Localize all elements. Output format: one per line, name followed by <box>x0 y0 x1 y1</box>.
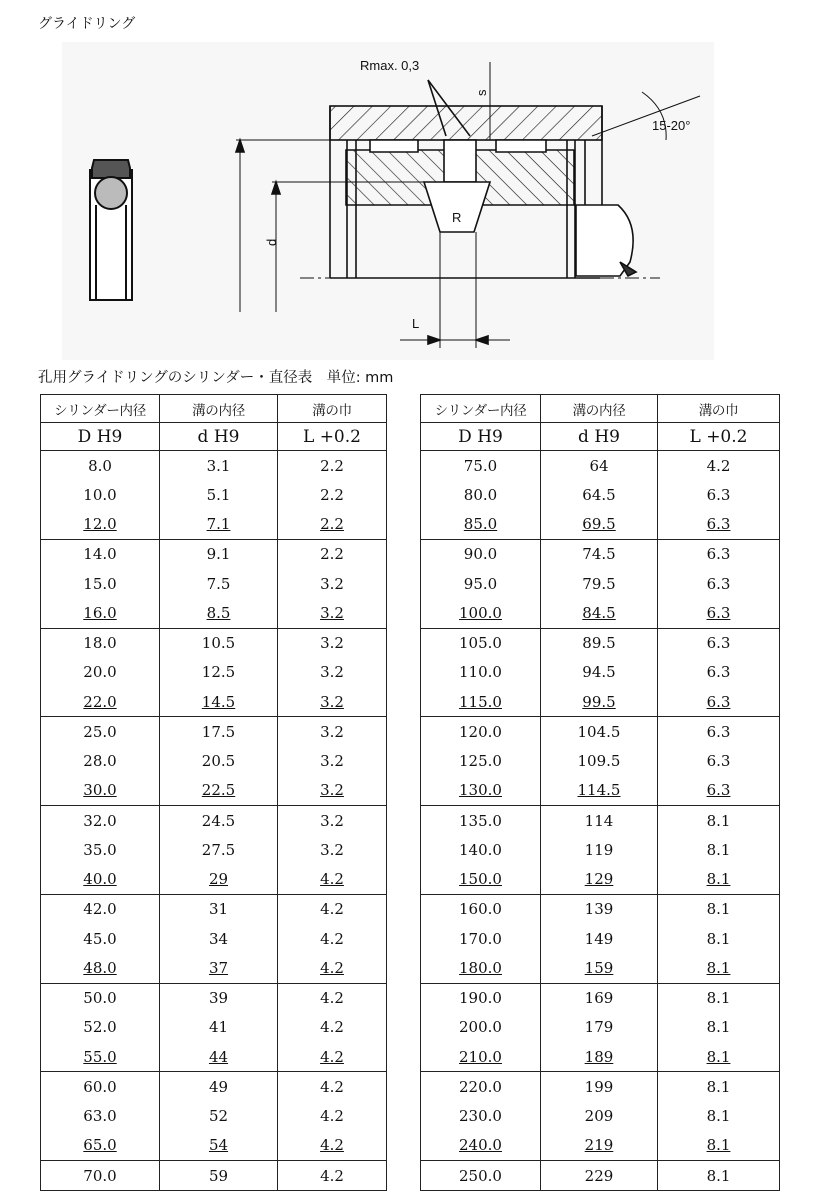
cell-groove-diameter: 7.1 <box>160 510 278 540</box>
unit-cylinder-bore: D H9 <box>421 423 541 451</box>
cell-groove-diameter: 10.5 <box>160 628 278 658</box>
cell-groove-width: 6.3 <box>658 658 780 687</box>
cell-groove-width: 2.2 <box>278 480 387 509</box>
cell-groove-width: 3.2 <box>278 747 387 776</box>
cell-cylinder-bore: 130.0 <box>421 776 541 806</box>
cell-groove-width: 8.1 <box>658 953 780 983</box>
cell-groove-width: 3.2 <box>278 598 387 628</box>
cell-groove-width: 6.3 <box>658 747 780 776</box>
cell-groove-diameter: 3.1 <box>160 451 278 481</box>
cell-groove-diameter: 49 <box>160 1072 278 1102</box>
cell-groove-diameter: 24.5 <box>160 806 278 836</box>
cell-cylinder-bore: 32.0 <box>41 806 160 836</box>
cell-groove-diameter: 22.5 <box>160 776 278 806</box>
cell-cylinder-bore: 42.0 <box>41 894 160 924</box>
cell-cylinder-bore: 230.0 <box>421 1102 541 1131</box>
cell-cylinder-bore: 8.0 <box>41 451 160 481</box>
cell-cylinder-bore: 18.0 <box>41 628 160 658</box>
table-row <box>41 1042 387 1072</box>
cell-cylinder-bore: 95.0 <box>421 569 541 598</box>
cell-groove-diameter: 139 <box>541 894 658 924</box>
cell-groove-diameter: 54 <box>160 1131 278 1161</box>
cell-cylinder-bore: 30.0 <box>41 776 160 806</box>
cell-groove-diameter: 114.5 <box>541 776 658 806</box>
cell-groove-diameter: 5.1 <box>160 480 278 509</box>
r-label: R <box>452 210 462 225</box>
cell-cylinder-bore: 220.0 <box>421 1072 541 1102</box>
table-row <box>41 1013 387 1042</box>
unit-groove-width: L +0.2 <box>278 423 387 451</box>
cell-cylinder-bore: 105.0 <box>421 628 541 658</box>
cell-groove-width: 3.2 <box>278 717 387 747</box>
dimension-table-left <box>40 394 387 1191</box>
angle-label: 15-20° <box>652 118 691 133</box>
cell-cylinder-bore: 120.0 <box>421 717 541 747</box>
cell-groove-diameter: 69.5 <box>541 510 658 540</box>
cell-groove-width: 6.3 <box>658 569 780 598</box>
table-caption: 孔用グライドリングのシリンダー・直径表 単位: mm <box>38 370 394 386</box>
table-row <box>421 1161 780 1191</box>
rmax-label: Rmax. 0,3 <box>360 58 420 73</box>
cell-groove-width: 6.3 <box>658 598 780 628</box>
cell-groove-width: 8.1 <box>658 924 780 953</box>
table-row <box>421 569 780 598</box>
table-row <box>421 628 780 658</box>
table-row <box>421 835 780 864</box>
cell-groove-width: 4.2 <box>278 1102 387 1131</box>
table-row <box>421 865 780 895</box>
unit-groove-diameter: d H9 <box>160 423 278 451</box>
cell-groove-width: 8.1 <box>658 1042 780 1072</box>
cell-cylinder-bore: 125.0 <box>421 747 541 776</box>
cell-cylinder-bore: 28.0 <box>41 747 160 776</box>
table-row <box>41 1072 387 1102</box>
cell-groove-width: 8.1 <box>658 865 780 895</box>
table-row <box>41 717 387 747</box>
cell-groove-width: 8.1 <box>658 1072 780 1102</box>
cell-cylinder-bore: 20.0 <box>41 658 160 687</box>
cell-groove-diameter: 199 <box>541 1072 658 1102</box>
cell-groove-width: 6.3 <box>658 628 780 658</box>
cell-groove-width: 6.3 <box>658 687 780 717</box>
cell-groove-diameter: 20.5 <box>160 747 278 776</box>
table-row <box>41 539 387 569</box>
cell-groove-diameter: 8.5 <box>160 598 278 628</box>
cell-groove-width: 3.2 <box>278 776 387 806</box>
table-row <box>41 924 387 953</box>
cell-groove-diameter: 59 <box>160 1161 278 1191</box>
cell-groove-diameter: 64 <box>541 451 658 481</box>
cell-groove-width: 8.1 <box>658 1161 780 1191</box>
cell-groove-diameter: 37 <box>160 953 278 983</box>
table-row <box>421 510 780 540</box>
header-cylinder-bore: シリンダー内径 <box>41 395 160 423</box>
cell-groove-diameter: 189 <box>541 1042 658 1072</box>
cell-cylinder-bore: 85.0 <box>421 510 541 540</box>
cell-cylinder-bore: 40.0 <box>41 865 160 895</box>
cell-groove-diameter: 41 <box>160 1013 278 1042</box>
cell-cylinder-bore: 250.0 <box>421 1161 541 1191</box>
cell-groove-width: 4.2 <box>278 1013 387 1042</box>
table-row <box>41 480 387 509</box>
table-row <box>41 658 387 687</box>
table-row <box>41 894 387 924</box>
unit-cylinder-bore: D H9 <box>41 423 160 451</box>
cell-groove-width: 4.2 <box>278 894 387 924</box>
table-row <box>421 1042 780 1072</box>
cell-groove-diameter: 104.5 <box>541 717 658 747</box>
table-row <box>421 894 780 924</box>
cell-groove-diameter: 109.5 <box>541 747 658 776</box>
table-row <box>421 806 780 836</box>
table-row <box>421 953 780 983</box>
header-groove-diameter: 溝の内径 <box>541 395 658 423</box>
cell-groove-width: 8.1 <box>658 894 780 924</box>
cell-cylinder-bore: 110.0 <box>421 658 541 687</box>
ring-section-view <box>90 160 132 300</box>
cell-groove-width: 3.2 <box>278 628 387 658</box>
dimension-table-right <box>420 394 780 1191</box>
cell-groove-width: 6.3 <box>658 776 780 806</box>
cell-groove-width: 6.3 <box>658 480 780 509</box>
cell-groove-width: 4.2 <box>278 1131 387 1161</box>
cell-cylinder-bore: 15.0 <box>41 569 160 598</box>
cell-groove-diameter: 229 <box>541 1161 658 1191</box>
cell-cylinder-bore: 75.0 <box>421 451 541 481</box>
cell-cylinder-bore: 140.0 <box>421 835 541 864</box>
cell-cylinder-bore: 160.0 <box>421 894 541 924</box>
cell-groove-width: 3.2 <box>278 658 387 687</box>
technical-drawing <box>0 0 840 362</box>
cell-groove-width: 8.1 <box>658 983 780 1013</box>
table-row <box>41 835 387 864</box>
cell-cylinder-bore: 70.0 <box>41 1161 160 1191</box>
table-row <box>41 1102 387 1131</box>
cell-groove-diameter: 27.5 <box>160 835 278 864</box>
cell-cylinder-bore: 115.0 <box>421 687 541 717</box>
cell-groove-width: 2.2 <box>278 510 387 540</box>
table-row <box>421 1131 780 1161</box>
cell-cylinder-bore: 200.0 <box>421 1013 541 1042</box>
cell-groove-diameter: 74.5 <box>541 539 658 569</box>
cell-groove-diameter: 179 <box>541 1013 658 1042</box>
cell-cylinder-bore: 100.0 <box>421 598 541 628</box>
table-row <box>421 747 780 776</box>
table-row <box>41 776 387 806</box>
cell-groove-width: 3.2 <box>278 806 387 836</box>
cell-groove-width: 3.2 <box>278 835 387 864</box>
cell-cylinder-bore: 180.0 <box>421 953 541 983</box>
cell-cylinder-bore: 60.0 <box>41 1072 160 1102</box>
cell-cylinder-bore: 50.0 <box>41 983 160 1013</box>
cell-cylinder-bore: 80.0 <box>421 480 541 509</box>
cell-groove-diameter: 149 <box>541 924 658 953</box>
cell-groove-diameter: 99.5 <box>541 687 658 717</box>
cell-groove-width: 6.3 <box>658 717 780 747</box>
table-row <box>421 480 780 509</box>
header-groove-width: 溝の巾 <box>278 395 387 423</box>
unit-groove-width: L +0.2 <box>658 423 780 451</box>
table-row <box>41 1161 387 1191</box>
cell-groove-diameter: 209 <box>541 1102 658 1131</box>
cell-groove-width: 4.2 <box>278 983 387 1013</box>
table-row <box>41 865 387 895</box>
table-row <box>421 658 780 687</box>
cell-groove-width: 6.3 <box>658 539 780 569</box>
cell-groove-diameter: 114 <box>541 806 658 836</box>
cell-cylinder-bore: 48.0 <box>41 953 160 983</box>
table-row <box>421 539 780 569</box>
cell-groove-diameter: 64.5 <box>541 480 658 509</box>
table-row <box>421 983 780 1013</box>
table-row <box>421 1072 780 1102</box>
cell-groove-width: 8.1 <box>658 806 780 836</box>
table-row <box>421 717 780 747</box>
cell-groove-width: 3.2 <box>278 569 387 598</box>
cell-cylinder-bore: 25.0 <box>41 717 160 747</box>
table-row <box>421 687 780 717</box>
cell-groove-width: 8.1 <box>658 835 780 864</box>
cell-cylinder-bore: 10.0 <box>41 480 160 509</box>
table-row <box>41 510 387 540</box>
table-row <box>41 687 387 717</box>
page-title: グライドリング <box>38 16 136 32</box>
cell-cylinder-bore: 90.0 <box>421 539 541 569</box>
table-row <box>41 953 387 983</box>
cell-cylinder-bore: 63.0 <box>41 1102 160 1131</box>
cell-groove-width: 4.2 <box>278 1161 387 1191</box>
cell-groove-diameter: 14.5 <box>160 687 278 717</box>
table-row <box>421 451 780 481</box>
cell-groove-width: 4.2 <box>278 953 387 983</box>
table-row <box>41 983 387 1013</box>
cell-groove-width: 3.2 <box>278 687 387 717</box>
cell-groove-width: 6.3 <box>658 510 780 540</box>
cell-groove-width: 2.2 <box>278 539 387 569</box>
cell-groove-diameter: 52 <box>160 1102 278 1131</box>
cell-groove-width: 4.2 <box>278 1042 387 1072</box>
cell-cylinder-bore: 52.0 <box>41 1013 160 1042</box>
cell-cylinder-bore: 35.0 <box>41 835 160 864</box>
table-row <box>41 569 387 598</box>
cell-groove-width: 4.2 <box>278 1072 387 1102</box>
cell-groove-width: 8.1 <box>658 1013 780 1042</box>
cell-cylinder-bore: 170.0 <box>421 924 541 953</box>
cell-groove-width: 4.2 <box>658 451 780 481</box>
table-row <box>421 1013 780 1042</box>
cell-groove-width: 2.2 <box>278 451 387 481</box>
cell-cylinder-bore: 210.0 <box>421 1042 541 1072</box>
table-row <box>421 924 780 953</box>
table-row <box>41 806 387 836</box>
cell-cylinder-bore: 135.0 <box>421 806 541 836</box>
cell-groove-diameter: 7.5 <box>160 569 278 598</box>
cell-cylinder-bore: 240.0 <box>421 1131 541 1161</box>
cell-groove-diameter: 84.5 <box>541 598 658 628</box>
table-row <box>421 776 780 806</box>
cell-cylinder-bore: 12.0 <box>41 510 160 540</box>
cell-groove-diameter: 219 <box>541 1131 658 1161</box>
table-row <box>41 747 387 776</box>
cell-groove-diameter: 119 <box>541 835 658 864</box>
cell-groove-diameter: 39 <box>160 983 278 1013</box>
header-groove-diameter: 溝の内径 <box>160 395 278 423</box>
cell-groove-diameter: 169 <box>541 983 658 1013</box>
cell-groove-diameter: 9.1 <box>160 539 278 569</box>
cell-groove-width: 8.1 <box>658 1102 780 1131</box>
d-label: d <box>264 238 279 246</box>
cell-groove-width: 4.2 <box>278 924 387 953</box>
table-row <box>421 1102 780 1131</box>
cell-groove-diameter: 129 <box>541 865 658 895</box>
cell-groove-diameter: 89.5 <box>541 628 658 658</box>
cell-groove-diameter: 31 <box>160 894 278 924</box>
header-groove-width: 溝の巾 <box>658 395 780 423</box>
cell-cylinder-bore: 190.0 <box>421 983 541 1013</box>
table-row <box>41 628 387 658</box>
cell-cylinder-bore: 65.0 <box>41 1131 160 1161</box>
table-row <box>41 1131 387 1161</box>
cell-groove-diameter: 29 <box>160 865 278 895</box>
table-row <box>41 451 387 481</box>
cell-cylinder-bore: 14.0 <box>41 539 160 569</box>
cell-groove-diameter: 44 <box>160 1042 278 1072</box>
table-row <box>421 598 780 628</box>
table-row <box>41 598 387 628</box>
cell-groove-diameter: 79.5 <box>541 569 658 598</box>
cell-groove-diameter: 34 <box>160 924 278 953</box>
cell-cylinder-bore: 16.0 <box>41 598 160 628</box>
cell-groove-diameter: 12.5 <box>160 658 278 687</box>
l-label: L <box>412 316 420 331</box>
cell-cylinder-bore: 22.0 <box>41 687 160 717</box>
cell-cylinder-bore: 55.0 <box>41 1042 160 1072</box>
cell-groove-width: 4.2 <box>278 865 387 895</box>
cell-cylinder-bore: 150.0 <box>421 865 541 895</box>
cell-groove-diameter: 17.5 <box>160 717 278 747</box>
unit-groove-diameter: d H9 <box>541 423 658 451</box>
cell-groove-width: 8.1 <box>658 1131 780 1161</box>
cell-cylinder-bore: 45.0 <box>41 924 160 953</box>
s-label: s <box>474 89 489 96</box>
header-cylinder-bore: シリンダー内径 <box>421 395 541 423</box>
cell-groove-diameter: 159 <box>541 953 658 983</box>
cell-groove-diameter: 94.5 <box>541 658 658 687</box>
